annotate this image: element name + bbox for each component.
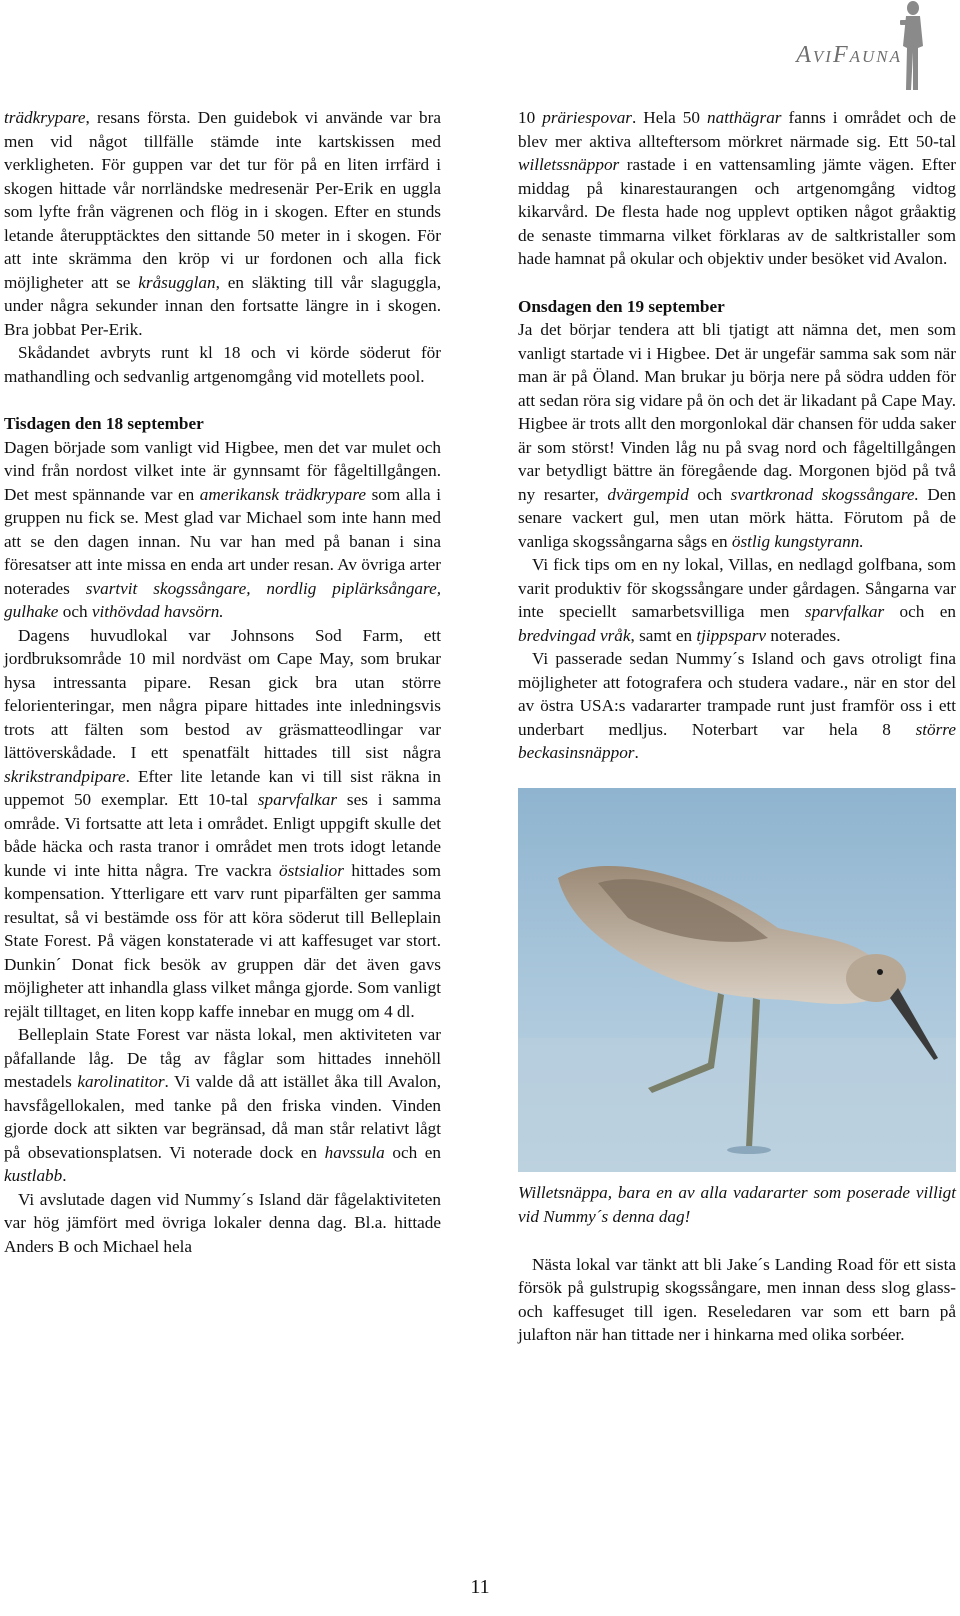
page-number: 11 bbox=[470, 1576, 490, 1598]
text-run: Vi fick tips om en ny lokal, Villas, en nedlagd golfbana, som varit produktiv för skogssångare under gårdagen. Sångarna var inte speciellt samarbetsvilliga men bbox=[518, 555, 956, 621]
species-name: kustlabb bbox=[4, 1166, 63, 1185]
birdwatcher-silhouette-icon bbox=[896, 0, 930, 96]
text-run: Dagen började som vanligt vid Higbee, men det var mulet och vind från nordost vilket inte är gynnsamt för fågeltillgången. Det mest spännande var en bbox=[4, 437, 441, 504]
right-column bbox=[518, 106, 956, 1347]
section-heading: Tisdagen den 18 september bbox=[4, 414, 204, 433]
text-run: som alla i gruppen nu fick se. Mest glad var Michael som inte hann med att se den dagen innan. Nu var han med på banan i sina föresatser att inte missa en enda art under resan. Av övriga arter noterades bbox=[4, 484, 441, 598]
text-run: . Hela 50 bbox=[631, 108, 707, 127]
paragraph bbox=[518, 106, 956, 271]
text-run: Den senare vackert gul, men utan mörk hätta. Förutom på de vanliga skogssångarna sågs en bbox=[518, 484, 956, 551]
species-name: bredvingad vråk bbox=[518, 625, 631, 645]
text-run: . bbox=[634, 743, 639, 762]
paragraph bbox=[4, 436, 441, 624]
text-run: 10 bbox=[518, 108, 543, 127]
paragraph bbox=[4, 624, 441, 1024]
paragraph bbox=[518, 647, 956, 765]
species-name: kråsugglan bbox=[138, 272, 216, 292]
text-run: rastade i en vattensamling jämte vägen. Efter middag på kinarestaurangen och artgenomgång vidtog kikarvård. De flesta hade nog upplevt optiken något gråaktig de senaste timmarna vilket förklaras av de saltkristaller som hade hamnat på okular och objektiv under besöket vid Avalon. bbox=[518, 155, 956, 268]
text-run: ses i samma område. Vi fortsatte att leta i området. Enligt uppgift skulle det både häcka och rasta tranor i området men trots idogt letande kunde vi inte hitta några. Tre vackra bbox=[4, 790, 442, 880]
text-run: . Efter lite letande kan vi till sist räkna in uppemot 50 exemplar. Ett 10-tal bbox=[4, 766, 441, 809]
paragraph bbox=[4, 1023, 441, 1188]
text-run: , en släkting till vår slaguggla, under några sekunder innan den fortsatte längre in i skogen. Bra jobbat Per-Erik. bbox=[4, 272, 441, 339]
paragraph bbox=[518, 553, 956, 647]
text-run: och en bbox=[384, 1142, 442, 1162]
text-run: och bbox=[58, 602, 92, 621]
text-run: . Vi valde då att istället åka till Avalon, havsfågellokalen, med tanke på den friska vinden. Vinden gjorde dock att sikten var begränsad, då man står relativt lågt på obsevationsplatsen. Vi noterade dock en bbox=[4, 1072, 441, 1162]
paragraph bbox=[4, 106, 441, 341]
text-run: och bbox=[688, 484, 731, 504]
species-name: havssula bbox=[324, 1142, 385, 1162]
text-run: fanns i området och de blev mer aktiva allteftersom mörkret närmade sig. Ett 50-tal bbox=[518, 108, 956, 151]
species-name: sparvfalkar bbox=[804, 602, 885, 621]
text-run: och en bbox=[884, 602, 956, 621]
species-name: trädkrypare bbox=[4, 108, 86, 127]
section-heading: Onsdagen den 19 september bbox=[518, 296, 725, 316]
species-name: östlig kungstyrann. bbox=[731, 531, 864, 551]
paragraph: Skådandet avbryts runt kl 18 och vi körde söderut för mathandling och sedvanlig artgenomgång vid motellets pool. bbox=[4, 343, 441, 386]
species-name: dvärgempid bbox=[607, 484, 689, 504]
text-run: hittades som kompensation. Ytterligare ett varv runt piparfälten ger samma resultat, så vi bestämde oss för att köra söderut till Belleplain State Forest. På vägen konstaterade vi att kaffesuget var stort. Dunkin´ Donat fick besök av gruppen där det även gavs möjligheter att inhandla glass vilket många gjorde. Som vanligt rejält tilltaget, en liten kopp kaffe innebar en mugg om 4 dl. bbox=[4, 860, 441, 1021]
species-name: tjippsparv bbox=[696, 625, 767, 645]
species-name: präriespovar bbox=[542, 108, 632, 127]
species-name: vithövdad havsörn. bbox=[91, 602, 224, 621]
species-name: östsialior bbox=[279, 860, 344, 880]
species-name: natthägrar bbox=[707, 108, 782, 127]
paragraph: Nästa lokal var tänkt att bli Jake´s Landing Road för ett sista försök på gulstrupig skogssångare, men innan dess slog glass- och kaffesuget till igen. Reseledaren var som ett barn på julafton när han tittade ner i hinkarna med olika sorbéer. bbox=[518, 1254, 956, 1344]
text-run: . bbox=[62, 1166, 67, 1185]
magazine-logo: AviFauna bbox=[796, 42, 902, 68]
species-name: svartvit skogssångare, nordlig piplärksångare, gulhake bbox=[4, 578, 441, 621]
text-run: Belleplain State Forest var nästa lokal, men aktiviteten var påfallande låg. De tåg av fåglar som hittades innehöll mestadels bbox=[4, 1025, 441, 1091]
paragraph bbox=[518, 318, 956, 553]
paragraph: Vi avslutade dagen vid Nummy´s Island där fågelaktiviteten var hög jämfört med övriga lokaler denna dag. Bl.a. hittade Anders B och Michael hela bbox=[4, 1189, 441, 1256]
species-name: karolinatitor bbox=[77, 1072, 165, 1091]
text-run: Ja det börjar tendera att bli tjatigt att nämna det, men som vanligt startade vi i Higbee. Det är ungefär samma sak som när man är på Öland. Man brukar ju börja nere på södra udden för att sedan röra sig vidare på ön och det är likadant på Cape May. Higbee är trots allt den morgonlokal där chansen för udda saker är som störst! Vinden låg nu på svag nord och fågeltillgången var betydligt bättre än föregående dag. Morgonen bjöd på två ny resarter, bbox=[518, 320, 956, 504]
species-name: svartkronad skogssångare. bbox=[730, 484, 919, 504]
text-run: Vi passerade sedan Nummy´s Island och gavs otroligt fina möjligheter att fotografera och studera vadare., när en stor del av östra USA:s vadararter trampade runt just framför oss i ett underbart medljus. Noterbart var hela 8 bbox=[518, 649, 956, 739]
text-run: , resans första. Den guidebok vi använde var bra men vid något tillfälle stämde inte kartskissen med verkligheten. För guppen var det tur för på en liten irrfärd i skogen hittade vår norrländske medresenär Per-Erik en uggla som lyfte från vägrenen och flög in i skogen. Efter en stunds letande återupptäcktes den sittande 50 meter in i skogen. För att inte skrämma den kröp vi ur fordonen och alla fick möjligheter att se bbox=[4, 108, 441, 292]
species-name: sparvfalkar bbox=[257, 790, 338, 809]
species-name: willetssnäppor bbox=[518, 155, 620, 174]
species-name: skrikstrandpipare bbox=[4, 766, 126, 786]
left-column bbox=[4, 106, 441, 1258]
species-name: amerikansk trädkrypare bbox=[199, 484, 367, 504]
text-run: noterades. bbox=[766, 625, 841, 645]
willet-bird-photo bbox=[518, 788, 956, 1172]
text-run: Dagens huvudlokal var Johnsons Sod Farm, ett jordbruksområde 10 mil nordväst om Cape May, som brukar hysa intressanta pipare. Resan gick bra utan större felorienteringar, men några pipare hittades inte inledningsvis trots att fälten som bestod av gräsmatteodlingar var lättöverskådade. I ett spenatfält hittades till sist några bbox=[4, 625, 441, 762]
species-name: större beckasinsnäppor bbox=[518, 719, 956, 762]
photo-caption: Willetsnäppa, bara en av alla vadararter som poserade villigt vid Nummy´s denna dag! bbox=[518, 1182, 956, 1226]
text-run: , samt en bbox=[630, 625, 697, 645]
